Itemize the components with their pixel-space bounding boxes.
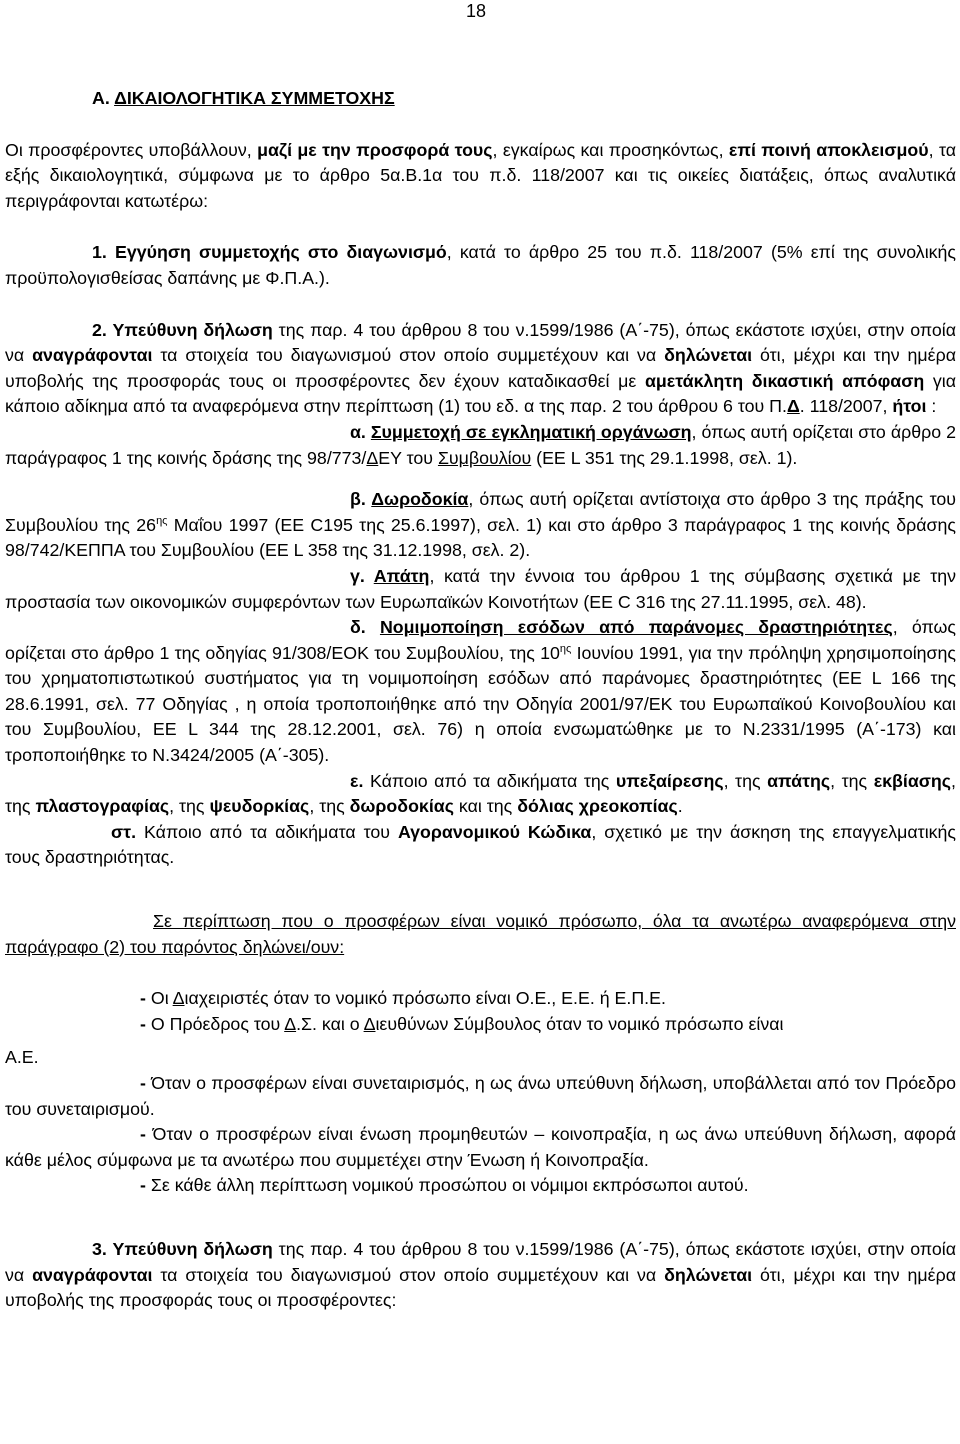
item-2-bold-2: αναγράφονται [32,345,153,366]
offence-a [5,420,956,471]
offence-b-title: Δωροδοκία [371,489,469,510]
intro-bold-2: επί ποινή αποκλεισμού [728,139,929,160]
item-3-text-2: τα στοιχεία του διαγωνισμού στον οποίο συμμετέχουν και να [152,1264,665,1285]
item-2-bold-4: αμετάκλητη δικαστική απόφαση [644,370,925,391]
legal-entity-bullet [5,1173,956,1199]
page-number: 18 [466,1,487,21]
offence-e-text-3: , της [830,770,874,791]
item-2-bold-5: ήτοι [892,396,927,417]
offence-e-text-2: , της [723,770,768,791]
bullet-text: Ο Πρόεδρος του [150,1013,285,1034]
offence-e-text-7: και της [453,796,518,817]
bullet-text: ιευθύνων Σύμβουλος όταν το νομικό πρόσωπο είναι [375,1013,784,1034]
bullet-dash: - [140,1013,151,1034]
offence-b-text-1: , όπως αυτή ορίζεται αντίστοιχα στο άρθρο 3 της πράξης του Συμβουλίου της 26 [5,489,956,535]
offence-e-text-1: Κάποιο από τα αδικήματα της [369,770,616,791]
offence-st-title: Αγορανομικού Κώδικα [397,821,592,842]
item-2-underlined: Δ [786,396,800,417]
legal-entity-paragraph: Σε περίπτωση που ο προσφέρων είναι νομικό πρόσωπο, όλα τα ανωτέρω αναφερόμενα στην παράγραφο (2) του παρόντος δηλώνει/ουν: [5,911,956,957]
bullet-underlined: Δ [363,1013,376,1034]
item-2-text-5: . 118/2007, [799,396,893,417]
offence-e-bold-4: πλαστογραφίας [35,796,170,817]
item-1-title: Εγγύηση συμμετοχής στο διαγωνισμό [114,242,447,263]
offence-e-bold-1: υπεξαίρεσης [615,770,724,791]
offence-a-text-1: , όπως αυτή ορίζεται στο άρθρο 2 παράγραφος 1 της κοινής δράσης της 98/773/ [5,421,956,468]
bullet-text: Σε κάθε άλλη περίπτωση νομικού προσώπου οι νόμιμοι εκπρόσωποι αυτού. [150,1175,749,1196]
item-2-declaration [5,318,956,420]
bullet-text: Όταν ο προσφέρων είναι ένωση προμηθευτών – κοινοπραξία, η ως άνω υπεύθυνη δήλωση, αφορά κάθε μέλος σύμφωνα με τα ανωτέρω που συμμετέχει στην Ένωση ή Κοινοπραξία. [5,1124,956,1170]
section-prefix: Α. [92,88,115,108]
offence-e-label: ε. [350,770,370,791]
item-2-text-4: για κάποιο αδίκημα από τα αναφερόμενα στην περίπτωση (1) του εδ. α της παρ. 2 του άρθρου 6 του Π. [5,370,957,417]
offence-d-label: δ. [350,617,380,638]
legal-entity-bullet [5,1122,956,1173]
offence-e-text-8: . [677,796,683,817]
item-3-number: 3. [92,1238,113,1259]
bullet-text: ιαχειριστές όταν το νομικό πρόσωπο είναι Ο.Ε., Ε.Ε. ή Ε.Π.Ε. [184,988,666,1009]
offence-b-text-2: Μαΐου 1997 (ΕΕ C195 της 25.6.1997), σελ. 1) και στο άρθρο 3 παράγραφος 1 της κοινής δράσης 98/742/ΚΕΠΠΑ του Συμβουλίου (ΕΕ L 358 της 31.12.1998, σελ. 2). [5,514,956,561]
offence-a-label: α. [350,421,371,442]
offence-c-text: , κατά την έννοια του άρθρου 1 της σύμβασης σχετικά με την προστασία των οικονομικών συμφερόντων των Ευρωπαϊκών Κοινοτήτων (ΕΕ C 316 της 27.11.1995, σελ. 48). [5,565,956,612]
offence-e-text-6: , της [309,796,350,817]
item-3-title: Υπεύθυνη δήλωση [112,1238,273,1259]
section-heading [92,86,956,112]
item-2-text-2: τα στοιχεία του διαγωνισμού στον οποίο συμμετέχουν και να [152,345,665,366]
intro-bold-1: μαζί με την προσφορά τους [257,139,493,160]
offence-st-text-1: Κάποιο από τα αδικήματα του [144,821,398,842]
offence-d-title: Νομιμοποίηση εσόδων από παράνομες δραστηριότητες [379,617,893,638]
offence-b-superscript: ης [156,514,168,527]
intro-text-2: , εγκαίρως και προσηκόντως, [492,139,729,160]
offence-d-text-1: , όπως ορίζεται στο άρθρο 1 της οδηγίας 91/308/ΕΟΚ του Συμβουλίου, της 10 [5,617,956,663]
offence-d-text-2: Ιουνίου 1991, για την πρόληψη χρησιμοποίησης του χρηματοπιστωτικού συστήματος για τη νομιμοποίηση εσόδων από παράνομες δραστηριότητες (ΕΕ L 166 της 28.6.1991, σελ. 77 Οδηγίας , η οποία τροποποιήθηκε από την Οδηγία 2001/97/ΕΚ του Ευρωπαϊκού Κοινοβουλίου και του Συμβουλίου, ΕΕ L 344 της 28.12.2001, σελ. 76) η οποία ενσωματώθηκε με το Ν.2331/1995 (Α΄-173) και τροποποιήθηκε το Ν.3424/2005 (Α΄-305). [5,642,956,766]
item-2-number: 2. [92,319,113,340]
bullet-underlined: Δ [284,1013,297,1034]
offence-e-bold-6: δωροδοκίας [349,796,454,817]
offence-e-bold-7: δόλιας χρεοκοπίας [517,796,678,817]
bullet-underlined: Δ [172,988,185,1009]
offence-st-label: στ. [111,821,145,842]
offence-b [5,487,956,564]
offence-c [5,564,956,615]
item-2-text-3: ότι, μέχρι και την ημέρα υποβολής της προσφοράς τους οι προσφέροντες δεν έχουν καταδικασθεί με [5,345,956,391]
offence-b-label: β. [350,489,372,510]
item-1-text: , κατά το άρθρο 25 του π.δ. 118/2007 (5% επί της συνολικής προϋπολογισθείσας δαπάνης με Φ.Π.Α.). [5,242,956,288]
item-3-declaration [5,1237,956,1314]
bullet-text: Οι [150,988,173,1009]
offence-e-text-5: , της [169,796,210,817]
intro-paragraph [5,138,956,215]
bullet-dash: - [140,1124,153,1145]
bullet-dash: - [140,1073,152,1093]
offence-st-text-2: , σχετικό με την άσκηση της επαγγελματικής τους δραστηριότητας. [5,821,956,868]
item-2-text-1: της παρ. 4 του άρθρου 8 του ν.1599/1986 (Α΄-75), όπως εκάστοτε ισχύει, στην οποία να [5,319,957,366]
section-title: ΔΙΚΑΙΟΛΟΓΗΤΙΚΑ ΣΥΜΜΕΤΟΧΗΣ [114,88,395,108]
item-3-text-3: ότι, μέχρι και την ημέρα υποβολής της προσφοράς τους οι προσφέροντες: [5,1264,956,1311]
offence-e-bold-2: απάτης [767,770,831,791]
bullet-dash: - [140,1175,151,1196]
intro-text-1: Οι προσφέροντες υποβάλλουν, [5,139,258,160]
item-1-guarantee [5,240,956,291]
intro-text-3: , τα εξής δικαιολογητικά, σύμφωνα με το άρθρο 5α.Β.1α του π.δ. 118/2007 και τις οικείες διατάξεις, όπως αναλυτικά περιγράφονται κατωτέρω: [5,139,956,211]
legal-entity-continuation: Α.Ε. [5,1047,39,1068]
item-2-text-6: : [926,396,937,417]
item-3-bold-2: αναγράφονται [32,1264,153,1285]
offence-c-label: γ. [350,565,374,586]
offence-st [5,820,956,871]
bullet-text: .Σ. και ο [296,1013,364,1034]
offence-e [5,769,956,820]
bullet-text: Όταν ο προσφέρων είναι συνεταιρισμός, η ως άνω υπεύθυνη δήλωση, υποβάλλεται από τον Πρόεδρο του συνεταιρισμού. [5,1073,956,1119]
item-2-title: Υπεύθυνη δήλωση [112,319,273,340]
offence-d-superscript: ης [559,642,572,655]
legal-entity-bullet [5,1012,956,1038]
offence-e-bold-3: εκβίασης [873,770,952,791]
offence-a-title: Συμμετοχή σε εγκληματική οργάνωση [370,421,692,442]
legal-entity-bullet [5,986,956,1012]
offence-a-text-2: ΕΥ του [378,447,438,468]
offence-e-text-4: , της [5,770,956,817]
item-3-text-1: της παρ. 4 του άρθρου 8 του ν.1599/1986 (Α΄-75), όπως εκάστοτε ισχύει, στην οποία να [5,1238,957,1285]
item-3-bold-3: δηλώνεται [664,1264,753,1285]
item-2-bold-3: δηλώνεται [664,345,753,366]
bullet-dash: - [140,988,151,1009]
offence-a-text-3: (ΕΕ L 351 της 29.1.1998, σελ. 1). [531,447,798,468]
offence-c-title: Απάτη [373,565,430,586]
item-1-number: 1. [92,242,115,263]
legal-entity-bullet [5,1071,956,1122]
document-body [5,86,956,1314]
offence-a-underlined-2: Συμβουλίου [437,447,532,468]
offence-a-underlined: Δ [366,447,379,468]
offence-e-bold-5: ψευδορκίας [209,796,310,817]
offence-d [5,615,956,769]
